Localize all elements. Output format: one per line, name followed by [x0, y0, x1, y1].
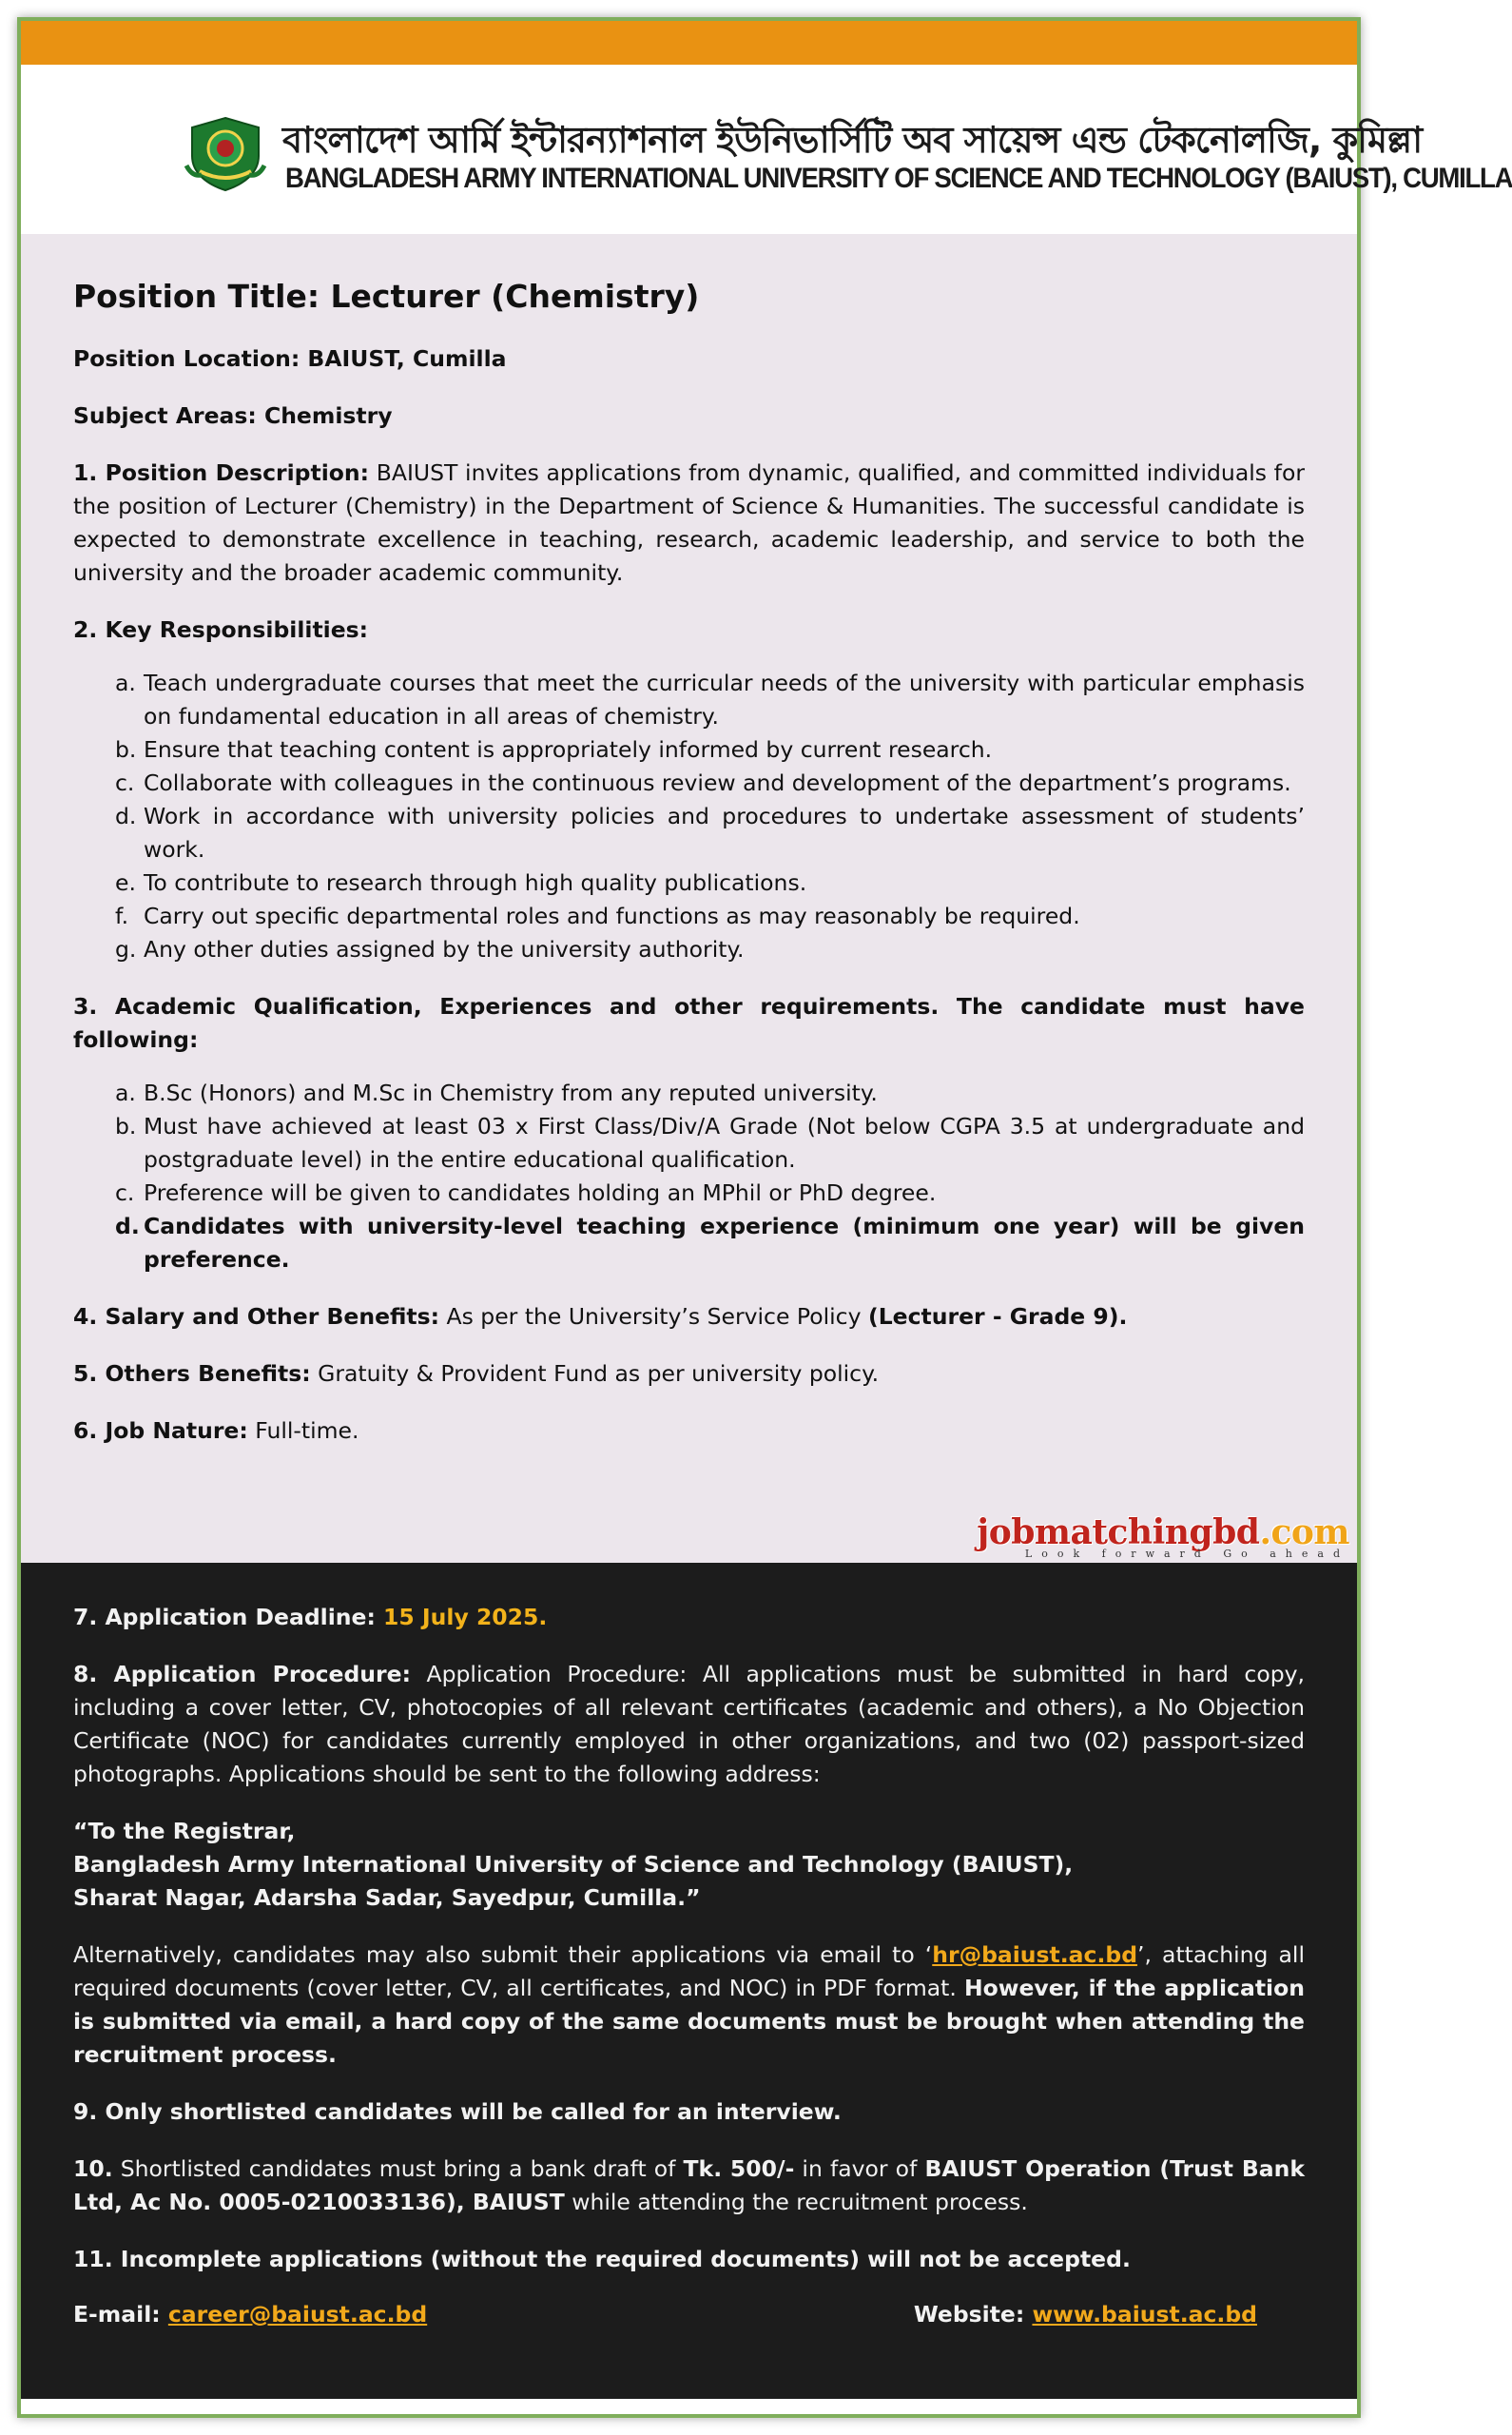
university-name-bangla: বাংলাদেশ আর্মি ইন্টারন্যাশনাল ইউনিভার্সিটি অব সায়েন্স এন্ড টেকনোলজি, কুমিল্লা [282, 119, 1423, 161]
section-text: in favor of [794, 2155, 925, 2182]
university-name-english: BANGLADESH ARMY INTERNATIONAL UNIVERSITY OF SCIENCE AND TECHNOLOGY (BAIUST), CUMILLA [285, 163, 1512, 194]
list-item [115, 767, 1305, 800]
section-text: Full-time. [247, 1417, 359, 1444]
list-text: Preference will be given to candidates holding an MPhil or PhD degree. [144, 1179, 937, 1206]
list-letter: e. [115, 869, 136, 896]
application-procedure [73, 1658, 1305, 1791]
email-label: E-mail: [73, 2301, 161, 2328]
mailing-address [73, 1815, 1305, 1915]
qualification-heading: 3. Academic Qualification, Experiences and other requirements. The candidate must have following: [73, 993, 1305, 1053]
list-letter: d. [115, 803, 137, 829]
jobmatchingbd-watermark [977, 1513, 1349, 1561]
watermark-logo [977, 1513, 1349, 1551]
contact-footer [73, 2298, 1305, 2331]
job-circular [17, 17, 1512, 2418]
list-item [115, 733, 1305, 767]
list-letter: f. [115, 903, 129, 929]
section-label: 8. Application Procedure: [73, 1661, 411, 1687]
application-deadline [73, 1601, 1305, 1634]
hr-email-link[interactable]: hr@baiust.ac.bd [932, 1941, 1138, 1968]
watermark-suffix: .com [1259, 1512, 1349, 1552]
list-text: To contribute to research through high quality publications. [144, 869, 807, 896]
list-letter: b. [115, 1113, 137, 1140]
list-item [115, 1077, 1305, 1110]
website-link[interactable]: www.baiust.ac.bd [1032, 2301, 1257, 2328]
list-item [115, 867, 1305, 900]
list-text: Must have achieved at least 03 x First Class/Div/A Grade (Not below CGPA 3.5 at undergraduate and postgraduate level) in the entire educational qualification. [144, 1113, 1305, 1173]
section-text: Gratuity & Provident Fund as per university policy. [310, 1360, 880, 1387]
list-letter: b. [115, 736, 137, 763]
section-label: 1. Position Description: [73, 459, 370, 486]
list-item [115, 933, 1305, 966]
incomplete-applications-note: 11. Incomplete applications (without the required documents) will not be accepted. [73, 2246, 1131, 2272]
qualification-list [73, 1077, 1305, 1276]
list-text: Ensure that teaching content is appropriately informed by current research. [144, 736, 993, 763]
other-benefits [73, 1357, 1305, 1391]
list-item [115, 1210, 1305, 1276]
list-text: Candidates with university-level teaching experience (minimum one year) will be given preference. [144, 1213, 1305, 1273]
section-text: Application Procedure: All applications must be submitted in hard copy, including a cover letter, CV, photocopies of all relevant certificates (academic and others), a No Objection Certificate (NOC) for candidates currently employed in other organizations, and two (02) passport-sized photographs. Applications should be sent to the following address: [73, 1661, 1305, 1787]
list-text: Work in accordance with university policies and procedures to undertake assessment of students’ work. [144, 803, 1305, 863]
list-item [115, 900, 1305, 933]
section-text: while attending the recruitment process. [564, 2189, 1028, 2215]
note-text: ’, attaching all required documents (cover letter, CV, all certificates, and NOC) in PDF format. [73, 1941, 1305, 2001]
section-label: 5. Others Benefits: [73, 1360, 311, 1387]
email-application-note [73, 1938, 1305, 2072]
grade-text: (Lecturer - Grade 9). [867, 1303, 1128, 1330]
list-item [115, 1110, 1305, 1177]
list-item [115, 667, 1305, 733]
address-line: Sharat Nagar, Adarsha Sadar, Sayedpur, Cumilla.” [73, 1884, 701, 1911]
section-text: Shortlisted candidates must bring a bank draft of [112, 2155, 684, 2182]
section-label: 4. Salary and Other Benefits: [73, 1303, 440, 1330]
draft-amount: Tk. 500/- [683, 2155, 795, 2182]
section-text: BAIUST invites applications from dynamic, qualified, and committed individuals for the position of Lecturer (Chemistry) in the Department of Science & Humanities. The successful candidate is expected to demonstrate excellence in teaching, research, academic leadership, and service to both the university and the broader academic community. [73, 459, 1305, 586]
list-letter: c. [115, 1179, 135, 1206]
position-title: Position Title: Lecturer (Chemistry) [73, 278, 700, 315]
subject-areas: Subject Areas: Chemistry [73, 402, 393, 429]
note-warning: However, if the application is submitted via email, a hard copy of the same documents must be brought when attending the recruitment process. [73, 1975, 1305, 2068]
list-letter: g. [115, 936, 137, 963]
key-responsibilities-heading: 2. Key Responsibilities: [73, 616, 369, 643]
section-text: As per the University’s Service Policy [439, 1303, 868, 1330]
note-text: Alternatively, candidates may also submit their applications via email to ‘ [73, 1941, 933, 1968]
email-contact [73, 2298, 427, 2331]
section-label: 10. [73, 2155, 113, 2182]
website-label: Website: [913, 2301, 1025, 2328]
position-location: Position Location: BAIUST, Cumilla [73, 345, 507, 372]
university-crest-icon [183, 114, 268, 192]
list-text: Any other duties assigned by the university authority. [144, 936, 745, 963]
top-accent-bar [21, 21, 1357, 65]
list-text: Carry out specific departmental roles and functions as may reasonably be required. [144, 903, 1080, 929]
career-email-link[interactable]: career@baiust.ac.bd [167, 2301, 428, 2328]
list-letter: a. [115, 1080, 136, 1106]
university-header [21, 65, 1512, 234]
list-text: B.Sc (Honors) and M.Sc in Chemistry from any reputed university. [144, 1080, 878, 1106]
list-letter: d. [115, 1213, 140, 1239]
responsibilities-list [73, 667, 1305, 966]
list-letter: a. [115, 670, 136, 696]
list-item [115, 800, 1305, 867]
position-description [73, 457, 1305, 590]
job-details-section [21, 234, 1357, 1563]
list-text: Teach undergraduate courses that meet the curricular needs of the university with particular emphasis on fundamental education in all areas of chemistry. [144, 670, 1305, 730]
address-line: “To the Registrar, [73, 1818, 296, 1844]
bank-account: BAIUST Operation (Trust Bank Ltd, Ac No. 0005-0210033136), BAIUST [73, 2155, 1305, 2215]
list-letter: c. [115, 769, 135, 796]
section-label: 6. Job Nature: [73, 1417, 248, 1444]
list-text: Collaborate with colleagues in the continuous review and development of the department’s programs. [144, 769, 1291, 796]
deadline-date: 15 July 2025. [383, 1604, 548, 1630]
salary-benefits [73, 1300, 1305, 1334]
website-contact [914, 2298, 1257, 2331]
shortlist-note: 9. Only shortlisted candidates will be called for an interview. [73, 2098, 842, 2125]
list-item [115, 1177, 1305, 1210]
address-line: Bangladesh Army International University of Science and Technology (BAIUST), [73, 1851, 1074, 1878]
bank-draft-note [73, 2153, 1305, 2219]
watermark-tagline: Look forward Go ahead [1024, 1548, 1349, 1560]
job-nature [73, 1414, 1305, 1448]
watermark-name: jobmatchingbd [977, 1512, 1260, 1552]
section-label: 7. Application Deadline: [73, 1604, 376, 1630]
application-section [21, 1563, 1357, 2399]
